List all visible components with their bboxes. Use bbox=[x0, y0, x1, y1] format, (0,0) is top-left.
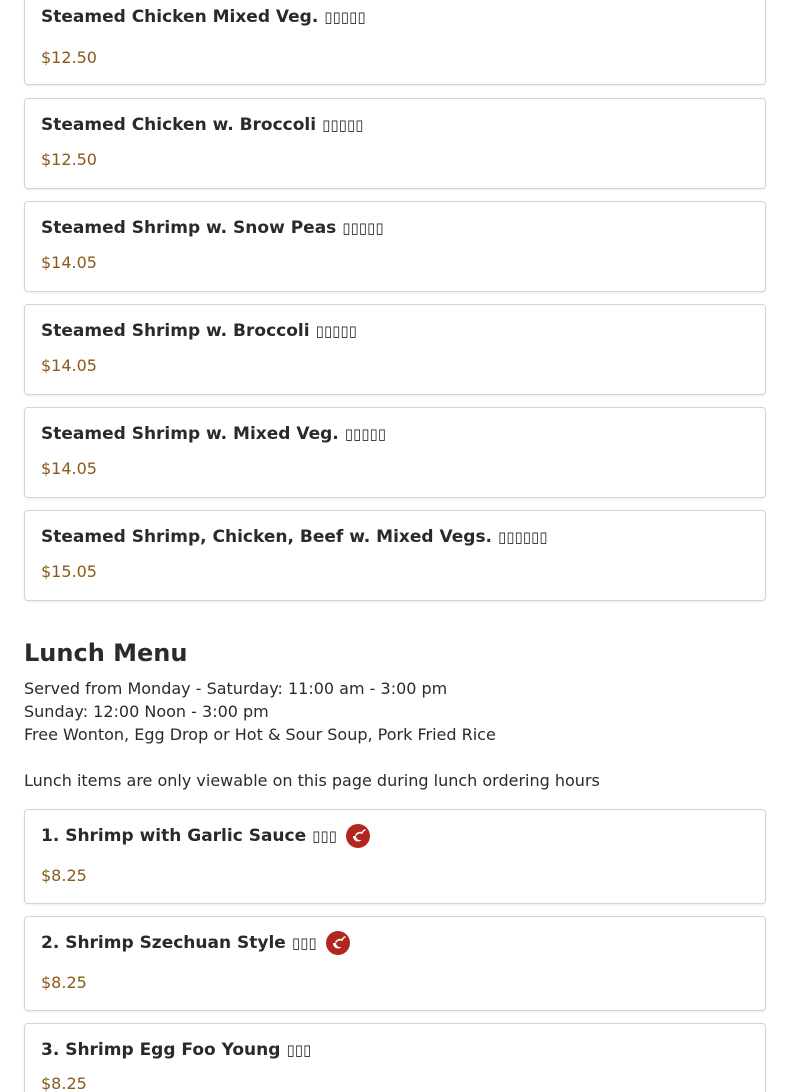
menu-item-price: $12.50 bbox=[41, 48, 97, 67]
menu-item-name-row bbox=[41, 218, 384, 238]
menu-item-name-row bbox=[41, 115, 363, 135]
menu-item-name-row bbox=[41, 931, 350, 955]
menu-item-name: 1. Shrimp with Garlic Sauce bbox=[41, 826, 307, 846]
menu-item-price: $14.05 bbox=[41, 459, 97, 478]
menu-item-name: Steamed Shrimp, Chicken, Beef w. Mixed Vegs. bbox=[41, 527, 493, 547]
lunch-item-card[interactable] bbox=[24, 916, 766, 1011]
menu-item-name-row bbox=[41, 424, 386, 444]
menu-item-chinese-name: ▯▯▯▯▯ bbox=[315, 322, 357, 340]
menu-item-chinese-name: ▯▯▯▯▯▯ bbox=[498, 528, 548, 546]
menu-item-name-row bbox=[41, 7, 366, 27]
menu-item-name: Steamed Shrimp w. Broccoli bbox=[41, 321, 310, 341]
lunch-menu-title: Lunch Menu bbox=[24, 639, 188, 667]
chili-pepper-icon bbox=[326, 931, 350, 955]
menu-item-name: Steamed Shrimp w. Mixed Veg. bbox=[41, 424, 339, 444]
menu-item-name-row bbox=[41, 824, 370, 848]
menu-item-card[interactable] bbox=[24, 98, 766, 189]
menu-item-chinese-name: ▯▯▯▯▯ bbox=[322, 116, 364, 134]
menu-item-chinese-name: ▯▯▯▯▯ bbox=[342, 219, 384, 237]
menu-item-chinese-name: ▯▯▯▯▯ bbox=[344, 425, 387, 443]
menu-item-name: Steamed Chicken w. Broccoli bbox=[41, 115, 317, 135]
menu-item-card[interactable] bbox=[24, 304, 766, 395]
menu-item-price: $15.05 bbox=[41, 562, 97, 581]
menu-item-price: $14.05 bbox=[41, 253, 97, 272]
menu-item-chinese-name: ▯▯▯▯▯ bbox=[324, 8, 366, 26]
menu-item-name: Steamed Chicken Mixed Veg. bbox=[41, 7, 319, 27]
menu-item-price: $8.25 bbox=[41, 973, 87, 992]
menu-item-card[interactable] bbox=[24, 201, 766, 292]
menu-item-name-row bbox=[41, 321, 357, 341]
menu-item-card[interactable] bbox=[24, 0, 766, 85]
menu-item-chinese-name: ▯▯▯ bbox=[286, 1041, 312, 1059]
lunch-hours-sunday: Sunday: 12:00 Noon - 3:00 pm bbox=[24, 702, 269, 721]
menu-item-name: 2. Shrimp Szechuan Style bbox=[41, 933, 286, 953]
menu-item-name: Steamed Shrimp w. Snow Peas bbox=[41, 218, 337, 238]
lunch-hours-weekday: Served from Monday - Saturday: 11:00 am - 3:00 pm bbox=[24, 679, 448, 698]
lunch-item-card[interactable] bbox=[24, 1023, 766, 1092]
lunch-item-card[interactable] bbox=[24, 809, 766, 904]
menu-item-name-row bbox=[41, 1040, 311, 1060]
menu-item-card[interactable] bbox=[24, 510, 766, 601]
menu-item-name: 3. Shrimp Egg Foo Young bbox=[41, 1040, 281, 1060]
menu-item-chinese-name: ▯▯▯ bbox=[312, 827, 337, 845]
menu-item-price: $8.25 bbox=[41, 866, 87, 885]
menu-item-price: $12.50 bbox=[41, 150, 97, 169]
menu-item-name-row bbox=[41, 527, 548, 547]
menu-item-card[interactable] bbox=[24, 407, 766, 498]
menu-item-price: $8.25 bbox=[41, 1074, 87, 1092]
menu-item-price: $14.05 bbox=[41, 356, 97, 375]
chili-pepper-icon bbox=[346, 824, 370, 848]
lunch-notice: Lunch items are only viewable on this page during lunch ordering hours bbox=[24, 771, 600, 790]
menu-item-chinese-name: ▯▯▯ bbox=[291, 934, 317, 952]
lunch-freebies: Free Wonton, Egg Drop or Hot & Sour Soup, Pork Fried Rice bbox=[24, 725, 496, 744]
